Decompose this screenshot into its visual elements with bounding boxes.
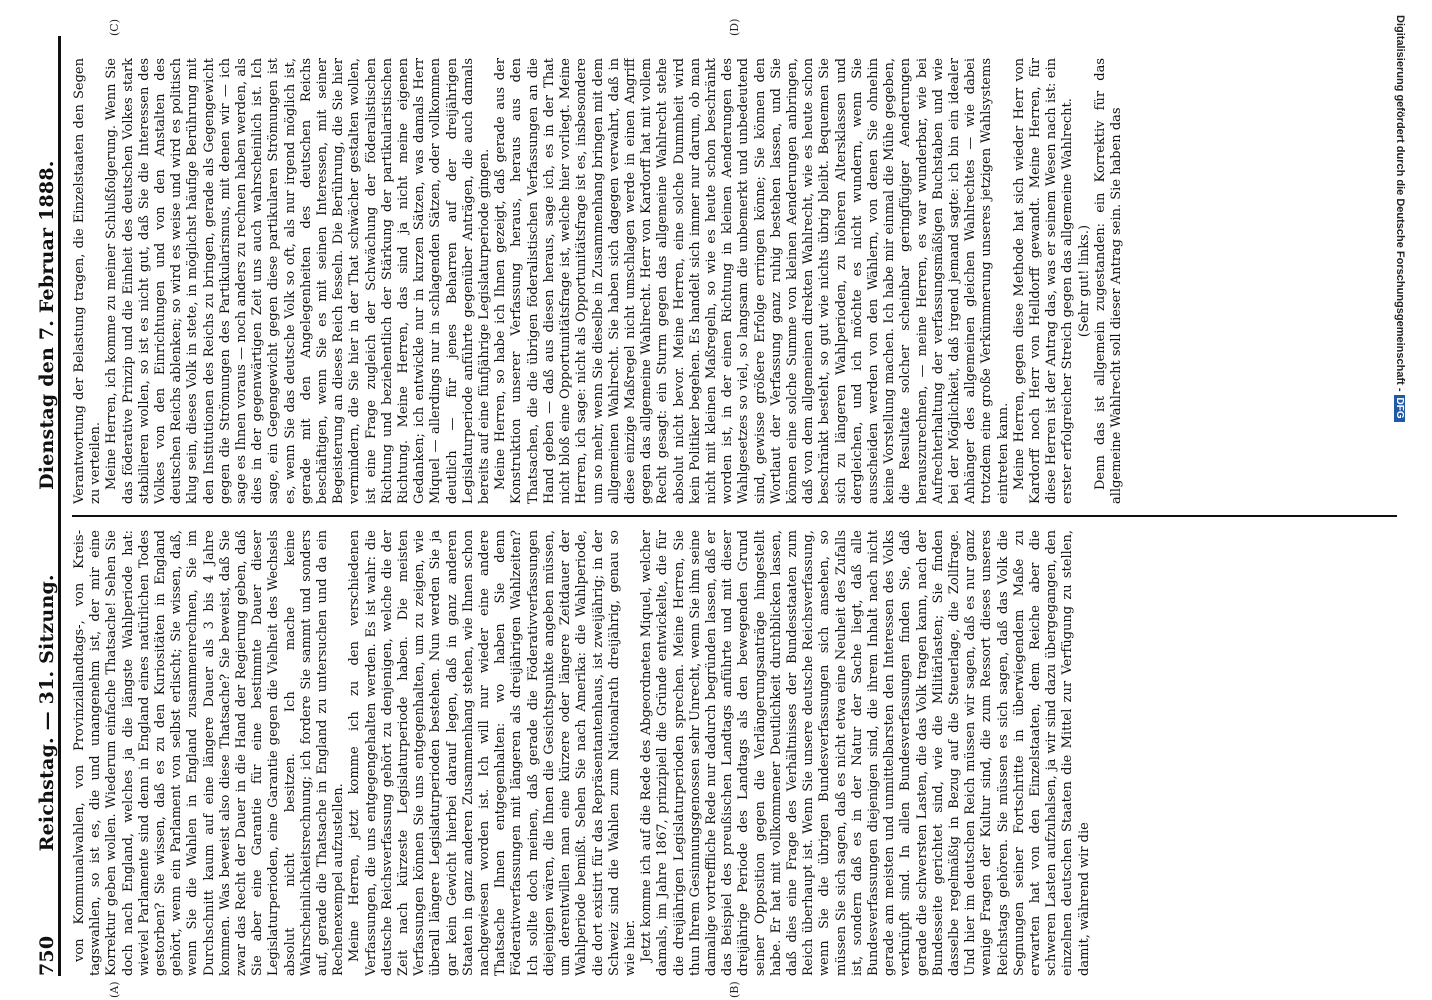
right-paragraph: Meine Herren, so habe ich Ihnen gezeigt, daß gerade aus der Konstruktion unserer Verfassung heraus, heraus aus den Thatsachen, die die übrigen föderalistischen Verfassungen an die Hand geben — daß aus diesen heraus, sage ich, es in der That nicht bloß eine Opportunitätsfrage ist, welche hier vorliegt. Meine Herren, ich sage: nicht als Opportunitätsfrage ist es, insbesondere um so mehr, wenn Sie dieselbe in Zusammenhang bringen mit dem allgemeinen Wahlrecht. Sie haben sich dagegen verwahrt, daß in diese einzige Maßregel nicht umschlagen werde in einen Angriff gegen das allgemeine Wahlrecht. Herr von Kardorff hat mit vollem Recht gesagt: ein Sturm gegen das allgemeine Wahlrecht stehe absolut nicht bevor. Meine Herren, eine solche Dummheit wird kein Politiker begehen. Es handelt sich immer nur darum, ob man nicht mit kleinen Maßregeln, so wie es heute schon beschränkt worden ist, in der einen Richtung in kleinen Aenderungen des Wahlgesetzes so viel, so langsam die unbemerkt und unbedeutend sind, gewisse größere Erfolge erringen könne; Sie können den Wortlaut der Verfassung ganz ruhig bestehen lassen, und Sie können eine solche Summe von kleinen Aenderungen anbringen, daß von dem allgemeinen direkten Wahlrecht, wie es heute schon beschränkt besteht, so gut wie nichts übrig bleibt. Bequemen Sie sich zu längeren Wahlperioden, zu höheren Altersklassen und dergleichen, und ich möchte es nicht wundern, wenn Sie ausscheiden werden von den Wählern, von denen Sie ohnehin keine Vorstellung machen. Ich habe mir einmal die Mühe gegeben, die Resultate solcher scheinbar geringfügiger Aenderungen herauszurechnen, — meine Herren, es war wunderbar, wie bei Aufrechterhaltung der verfassungsmäßigen Buchstaben und wie bei der Möglichkeit, daß irgend jemand sagte: ich bin ein idealer Anhänger des allgemeinen gleichen Wahlrechtes — wie dabei trotzdem eine große Verkümmerung unseres jetzigen Wahlsystems eintreten kann. [493, 58, 1011, 504]
right-paragraph: Meine Herren, ich komme zu meiner Schlußfolgerung. Wenn Sie das föderative Prinzip und die Einheit des deutschen Volkes stark stabilieren wollen, so ist es nicht gut, daß Sie die Interessen des Volkes von den Einrichtungen und von den Anstalten des deutschen Reichs ablenken; so wird es weise und wird es politisch klug sein, dieses Volk in stete, in möglichst häufige Berührung mit den Institutionen des Reichs zu bringen, gerade als Gegengewicht gegen die Strömungen des Partikularismus, mit denen wir — ich sage es Ihnen voraus — noch anders zu rechnen haben werden, als dies in der gegenwärtigen Zeit uns auch wahrscheinlich ist. Ich sage, ein Gegengewicht gegen diese partikularen Strömungen ist es, wenn Sie das deutsche Volk so oft, als nur irgend möglich ist, gerade mit den Angelegenheiten des deutschen Reichs beschäftigen, wenn Sie es mit seinen Interessen, mit seiner Begeisterung an dieses Reich fesseln. Die Berührung, die Sie hier vermindern, die Sie hier in der That schwächer gestalten wollen, ist eine Frage zugleich der Schwächung der föderalistischen Richtung und beziehentlich der Stärkung der partikularistischen Richtung. Meine Herren, das sind ja nicht meine eigenen Gedanken; ich entwickle nur in kurzen Sätzen, was damals Herr Miquel — allerdings nur in schlagenden Sätzen, oder vollkommen deutlich — für jenes Beharren auf der dreijährigen Legislaturperiode anführte gegenüber Anträgen, die auch damals bereits auf eine fünfjährige Legislaturperiode gingen. [104, 58, 493, 504]
applause-note: (Sehr gut! links.) [1076, 224, 1092, 338]
digitization-credit [1388, 15, 1406, 985]
left-column [72, 530, 1396, 976]
right-column-title: Dienstag den 7. Februar 1888. [36, 160, 58, 490]
left-paragraph: Jetzt komme ich auf die Rede des Abgeordneten Miquel, welcher damals, im Jahre 1867, prinzipiell die Gründe entwickelte, die für die dreijährigen Legislaturperioden sprechen. Meine Herren, Sie thun Ihrem Gesinnungsgenossen sehr Unrecht, wenn Sie ihm seine damalige vortreffliche Rede nur dadurch begründen lassen, daß er das Beispiel des preußischen Landtags anführte und mit dieser dreijährige Periode des Landtags als den bewegenden Grund seiner Opposition gegen die Verlängerungsanträge hingestellt habe. Er hat mit vollkommener Deutlichkeit durchblicken lassen, daß dies eine Frage des Verhältnisses der Bundesstaaten zum Reich überhaupt ist. Wenn Sie unsere deutsche Reichsverfassung, wenn Sie die übrigen Bundesverfassungen sich ansehen, so müssen Sie sich sagen, daß es nicht etwa eine Neuheit des Zufalls ist, sondern daß es in der Natur der Sache liegt, daß alle Bundesverfassungen diejenigen sind, die ihrem Inhalt nach nicht gerade am meisten und unmittelbarsten den Interessen des Volks verknüpft sind. In allen Bundesverfassungen finden Sie, daß gerade die schwersten Lasten, die das Volk tragen kann, nach der Bundesseite gerichtet sind, wie die Militärlasten; Sie finden dasselbe regelmäßig in Bezug auf die Steuerlage, die Zollfrage. Und hier im deutschen Reich müssen wir sagen, daß es nur ganz wenige Fragen der Kultur sind, die zum Ressort dieses unseres Reichstags gehören. Sie müssen es sich sagen, daß das Volk die Segnungen seiner Fortschritte in überwiegendem Maße zu erwarten hat von den Einzelstaaten, dem Reiche aber die schweren Lasten aufzuhalsen, ja wir sind dazu übergegangen, den einzelnen deutschen Staaten die Mittel zur Verfügung zu stellen, damit, während wir die [639, 530, 1092, 976]
page-header [28, 36, 61, 976]
margin-mark-c: (C) [108, 19, 121, 36]
right-paragraph: Denn das ist allgemein zugestanden: ein Korrektiv für das allgemeine Wahlrecht soll dieser Antrag sein. Sie haben das [1092, 58, 1124, 504]
reichstag-page [28, 18, 1408, 998]
margin-mark-d: (D) [728, 18, 741, 36]
left-paragraph: von Kommunalwahlen, von Provinziallandtags-, von Kreis- tagswahlen, so ist es, die und unangenehm ist, der mir eine Korrektur geben wollen. Wiederum einfache Thatsache! Sehen Sie doch nach England, welches ja die längste Wahlperiode hat: wieviel Parlamente sind denn in England eines natürlichen Todes gestorben? Sie wissen, daß es zu den Kuriositäten in England gehört, wenn ein Parlament von selbst erlischt; Sie wissen, daß, wenn Sie die Wahlen in England zusammenrechnen, Sie im Durchschnitt kaum auf eine längere Dauer als 3 bis 4 Jahre kommen. Was beweist also diese Thatsache? Sie beweist, daß Sie zwar das Recht der Dauer in die Hand der Regierung geben, daß Sie aber eine Garantie für eine bestimmte Dauer dieser Legislaturperioden, eine Garantie gegen die Vielheit des Wechsels absolut nicht besitzen. Ich mache keine Wahrscheinlichkeitsrechnung; ich fordere Sie sammt und sonders auf, gerade die Thatsache in England zu untersuchen und da ein Rechenexempel aufzustellen. [72, 530, 347, 976]
right-paragraph: Verantwortung der Belastung tragen, die Einzelstaaten den Segen zu verteilen. [72, 58, 104, 504]
column-divider [72, 515, 1397, 517]
margin-mark-b: (B) [728, 981, 741, 998]
right-paragraph: Meine Herren, gegen diese Methode hat sich wieder Herr von Kardorff noch Herr von Helldorff gewandt. Meine Herren, für diese Herren ist der Antrag das, was er seinem Wesen nach ist: ein erster erfolgreicher Streich gegen das allgemeine Wahlrecht. [1011, 58, 1076, 504]
credit-text: Digitalisierung gefördert durch die Deutsche Forschungsgemeinschaft - [1394, 15, 1406, 392]
page-number: 750 [36, 935, 58, 976]
left-paragraph: Meine Herren, jetzt komme ich zu den verschiedenen Verfassungen, die uns entgegengehalten werden. Es ist wahr: die deutsche Reichsverfassung gehört zu denjenigen, welche die der Zeit nach kürzeste Legislaturperiode haben. Die meisten Verfassungen können Sie uns entgegenhalten, um zu zeigen, wie überall längere Legislaturperioden bestehen. Nun werden Sie ja gar kein Gewicht hierbei darauf legen, daß in ganz anderen Staaten in ganz anderen Zusammenhang stehen, wie Ihnen schon nachgewiesen worden ist. Ich will nur wieder eine andere Thatsache Ihnen entgegenhalten: wo haben Sie denn Föderativverfassungen mit längeren als dreijährigen Wahlzeiten? Ich sollte doch meinen, daß gerade die Föderativverfassungen diejenigen wären, die Ihnen die Gesichtspunkte angeben müssen, um derentwillen man eine kürzere oder längere Zeitdauer der Wahlperiode bemißt. Sehen Sie nach Amerika: die Wahlperiode, die dort existirt für das Repräsentantenhaus, ist zweijährig; in der Schweiz sind die Wahlen zum Nationalrath dreijährig, genau so wie hier. [347, 530, 638, 976]
right-column [72, 58, 1396, 504]
margin-mark-a: (A) [108, 981, 121, 998]
left-column-title: Reichstag. — 31. Sitzung. [36, 574, 58, 852]
dfg-logo: DFG [1394, 395, 1405, 422]
